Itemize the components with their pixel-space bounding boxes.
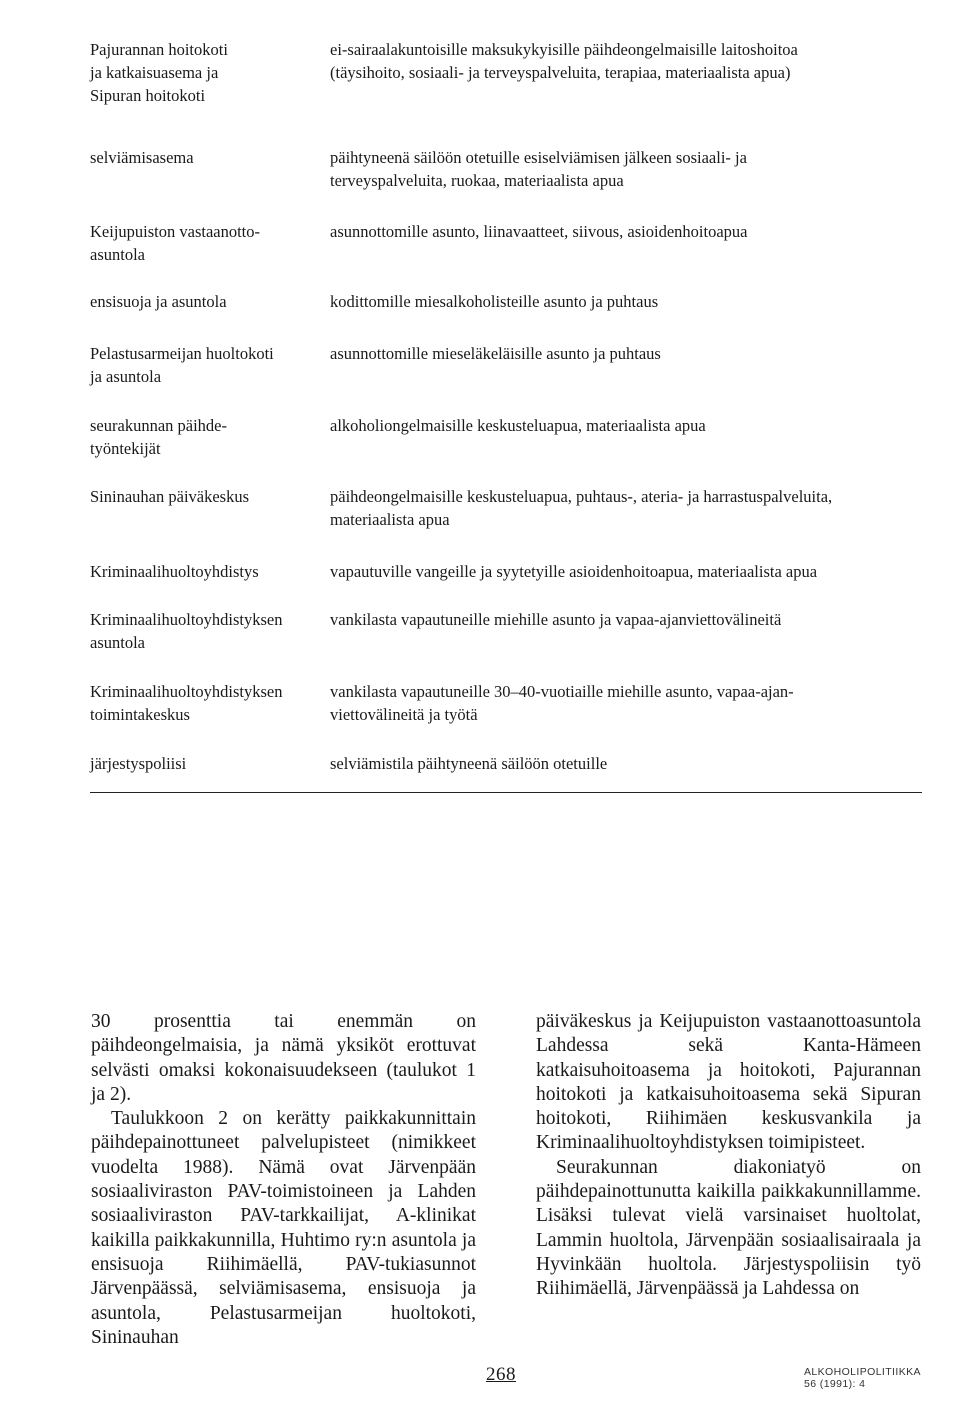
service-description: päihtyneenä säilöön otetuille esiselviämisen jälkeen sosiaali- ja terveyspalveluita, ruokaa, materiaalista apua (330, 148, 747, 190)
service-description: vankilasta vapautuneille miehille asunto ja vapaa-ajanviettovälineitä (330, 610, 782, 629)
body-paragraph: Seurakunnan diakoniatyö on päihdepainottunutta kaikilla paikkakunnillamme. Lisäksi tulevat vielä varsinaiset huoltolat, Lammin huoltola, Järvenpään sosiaalisairaala ja Hyvinkään huoltola. Järjestyspoliisin työ Riihimäellä, Järvenpäässä ja Lahdessa on (536, 1156, 921, 1300)
service-name: seurakunnan päihde- työntekijät (90, 416, 227, 458)
service-description: päihdeongelmaisille keskusteluapua, puhtaus-, ateria- ja harrastuspalveluita, materiaalista apua (330, 487, 833, 529)
body-column-left (91, 1010, 476, 1350)
page-number: 268 (486, 1364, 516, 1385)
service-name: Pelastusarmeijan huoltokoti ja asuntola (90, 344, 274, 386)
service-name: Kriminaalihuoltoyhdistyksen toimintakeskus (90, 682, 283, 724)
service-name: ensisuoja ja asuntola (90, 292, 227, 311)
table-bottom-rule (90, 792, 922, 793)
service-name: selviämisasema (90, 148, 194, 167)
service-description: kodittomille miesalkoholisteille asunto ja puhtaus (330, 292, 659, 311)
service-description: asunnottomille asunto, liinavaatteet, siivous, asioidenhoitoapua (330, 222, 748, 241)
service-description: ei-sairaalakuntoisille maksukykyisille päihdeongelmaisille laitoshoitoa (täysihoito, sosiaali- ja terveyspalveluita, terapiaa, materiaalista apua) (330, 40, 798, 82)
service-description: asunnottomille mieseläkeläisille asunto ja puhtaus (330, 344, 661, 363)
service-name: Kriminaalihuoltoyhdistyksen asuntola (90, 610, 283, 652)
journal-issue: 56 (1991): 4 (804, 1378, 866, 1390)
service-name: Keijupuiston vastaanotto- asuntola (90, 222, 261, 264)
body-column-right (536, 1010, 921, 1302)
service-description: vapautuville vangeille ja syytetyille asioidenhoitoapua, materiaalista apua (330, 562, 818, 581)
body-paragraph: 30 prosenttia tai enemmän on päihdeongelmaisia, ja nämä yksiköt erottuvat selvästi omaksi kokonaisuudekseen (taulukot 1 ja 2). (91, 1011, 476, 1105)
journal-reference (804, 1366, 921, 1390)
service-description: selviämistila päihtyneenä säilöön otetuille (330, 754, 608, 773)
journal-name: ALKOHOLIPOLITIIKKA (804, 1366, 921, 1378)
service-description: alkoholiongelmaisille keskusteluapua, materiaalista apua (330, 416, 706, 435)
service-name: Pajurannan hoitokoti ja katkaisuasema ja Sipuran hoitokoti (90, 40, 228, 105)
service-name: järjestyspoliisi (90, 754, 187, 773)
service-name: Kriminaalihuoltoyhdistys (90, 562, 259, 581)
body-paragraph: Taulukkoon 2 on kerätty paikkakunnittain päihdepainottuneet palvelupisteet (nimikkeet vuodelta 1988). Nämä ovat Järvenpään sosiaaliviraston PAV-toimistoineen ja Lahden sosiaaliviraston PAV-tarkkailijat, A-klinikat kaikilla paikkakunnilla, Huhtimo ry:n asuntola ja ensisuoja Riihimäellä, PAV-tukiasunnot Järvenpäässä, selviämisasema, ensisuoja ja asuntola, Pelastusarmeijan huoltokoti, Sininauhan (91, 1108, 476, 1348)
body-paragraph: päiväkeskus ja Keijupuiston vastaanottoasuntola Lahdessa sekä Kanta-Hämeen katkaisuhoitoasema ja hoitokoti, Pajurannan hoitokoti ja katkaisuhoitoasema sekä Sipuran hoitokoti, Riihimäen keskusvankila ja Kriminaalihuoltoyhdistyksen toimipisteet. (536, 1011, 921, 1154)
service-description: vankilasta vapautuneille 30–40-vuotiaille miehille asunto, vapaa-ajan- viettovälineitä ja työtä (330, 682, 794, 724)
service-name: Sininauhan päiväkeskus (90, 487, 250, 506)
